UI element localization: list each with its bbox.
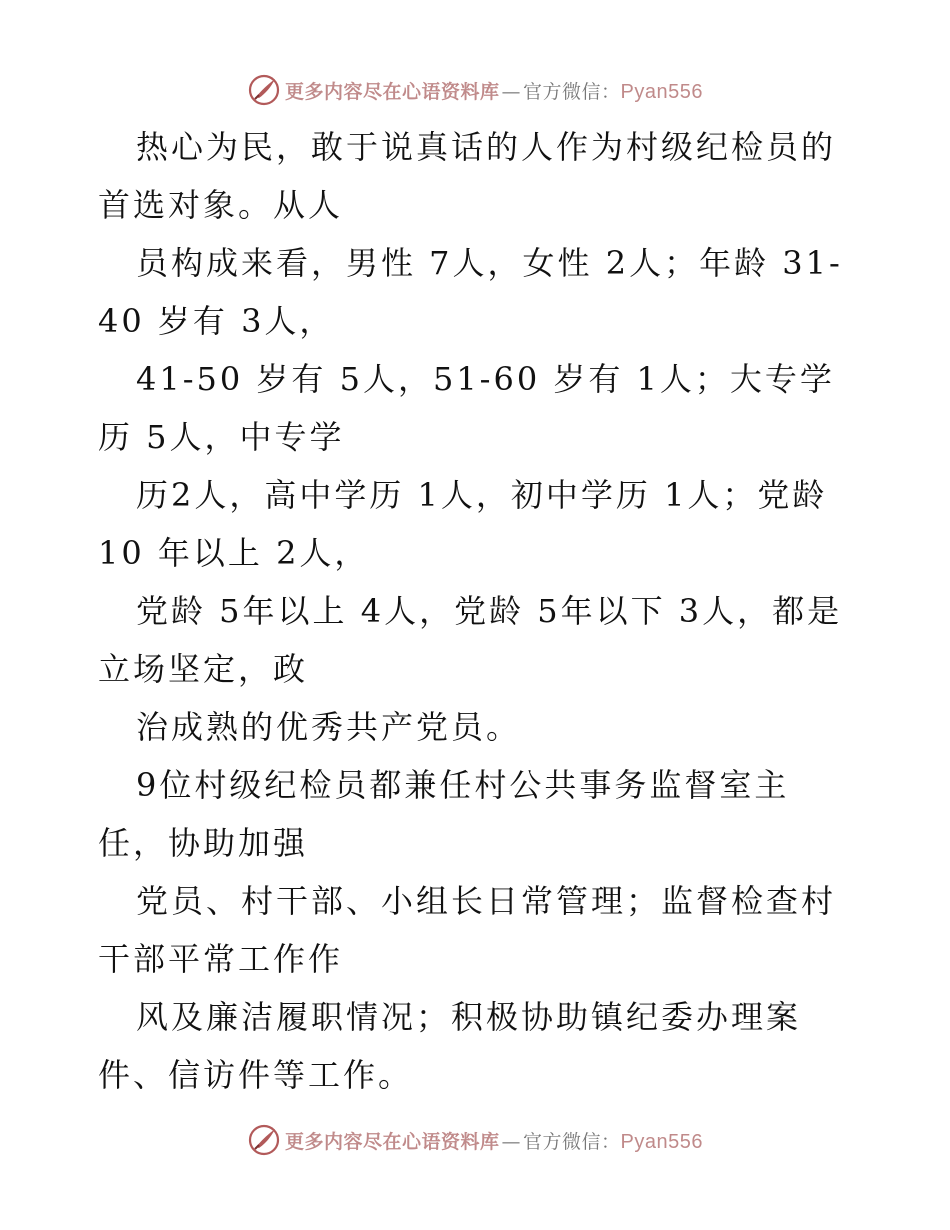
watermark-wechat-id: Pyan556 bbox=[620, 80, 703, 103]
watermark-wechat-id: Pyan556 bbox=[620, 1130, 703, 1153]
paragraph-6: 治成熟的优秀共产党员。 bbox=[136, 708, 522, 746]
watermark-main-text: 更多内容尽在心语资料库 bbox=[285, 80, 500, 103]
header-watermark bbox=[0, 70, 950, 110]
paragraph-8: 党员、村干部、小组长日常管理；监督检查村干部平常工作作 bbox=[98, 882, 837, 978]
paragraph-3: 41-50 岁有 5人，51-60 岁有 1人；大专学历 5人，中专学 bbox=[98, 360, 835, 456]
watermark-dash: — bbox=[501, 1130, 522, 1153]
paragraph-1: 热心为民，敢于说真话的人作为村级纪检员的首选对象。从人 bbox=[98, 128, 837, 224]
document-body bbox=[98, 118, 858, 1104]
paragraph-2: 员构成来看，男性 7人，女性 2人；年龄 31-40 岁有 3人， bbox=[98, 244, 843, 340]
watermark-label: 官方微信： bbox=[523, 1130, 621, 1153]
quill-pen-logo-icon bbox=[247, 73, 281, 107]
quill-pen-logo-icon bbox=[247, 1123, 281, 1157]
watermark-label: 官方微信： bbox=[523, 80, 621, 103]
paragraph-4: 历2人，高中学历 1人，初中学历 1人；党龄 10 年以上 2人， bbox=[98, 476, 828, 572]
paragraph-7: 9位村级纪检员都兼任村公共事务监督室主任，协助加强 bbox=[98, 766, 790, 862]
watermark-main-text: 更多内容尽在心语资料库 bbox=[285, 1130, 500, 1153]
watermark-dash: — bbox=[501, 80, 522, 103]
paragraph-9: 风及廉洁履职情况；积极协助镇纪委办理案件、信访件等工作。 bbox=[98, 998, 802, 1094]
footer-watermark bbox=[0, 1120, 950, 1160]
paragraph-5: 党龄 5年以上 4人，党龄 5年以下 3人，都是立场坚定，政 bbox=[98, 592, 843, 688]
